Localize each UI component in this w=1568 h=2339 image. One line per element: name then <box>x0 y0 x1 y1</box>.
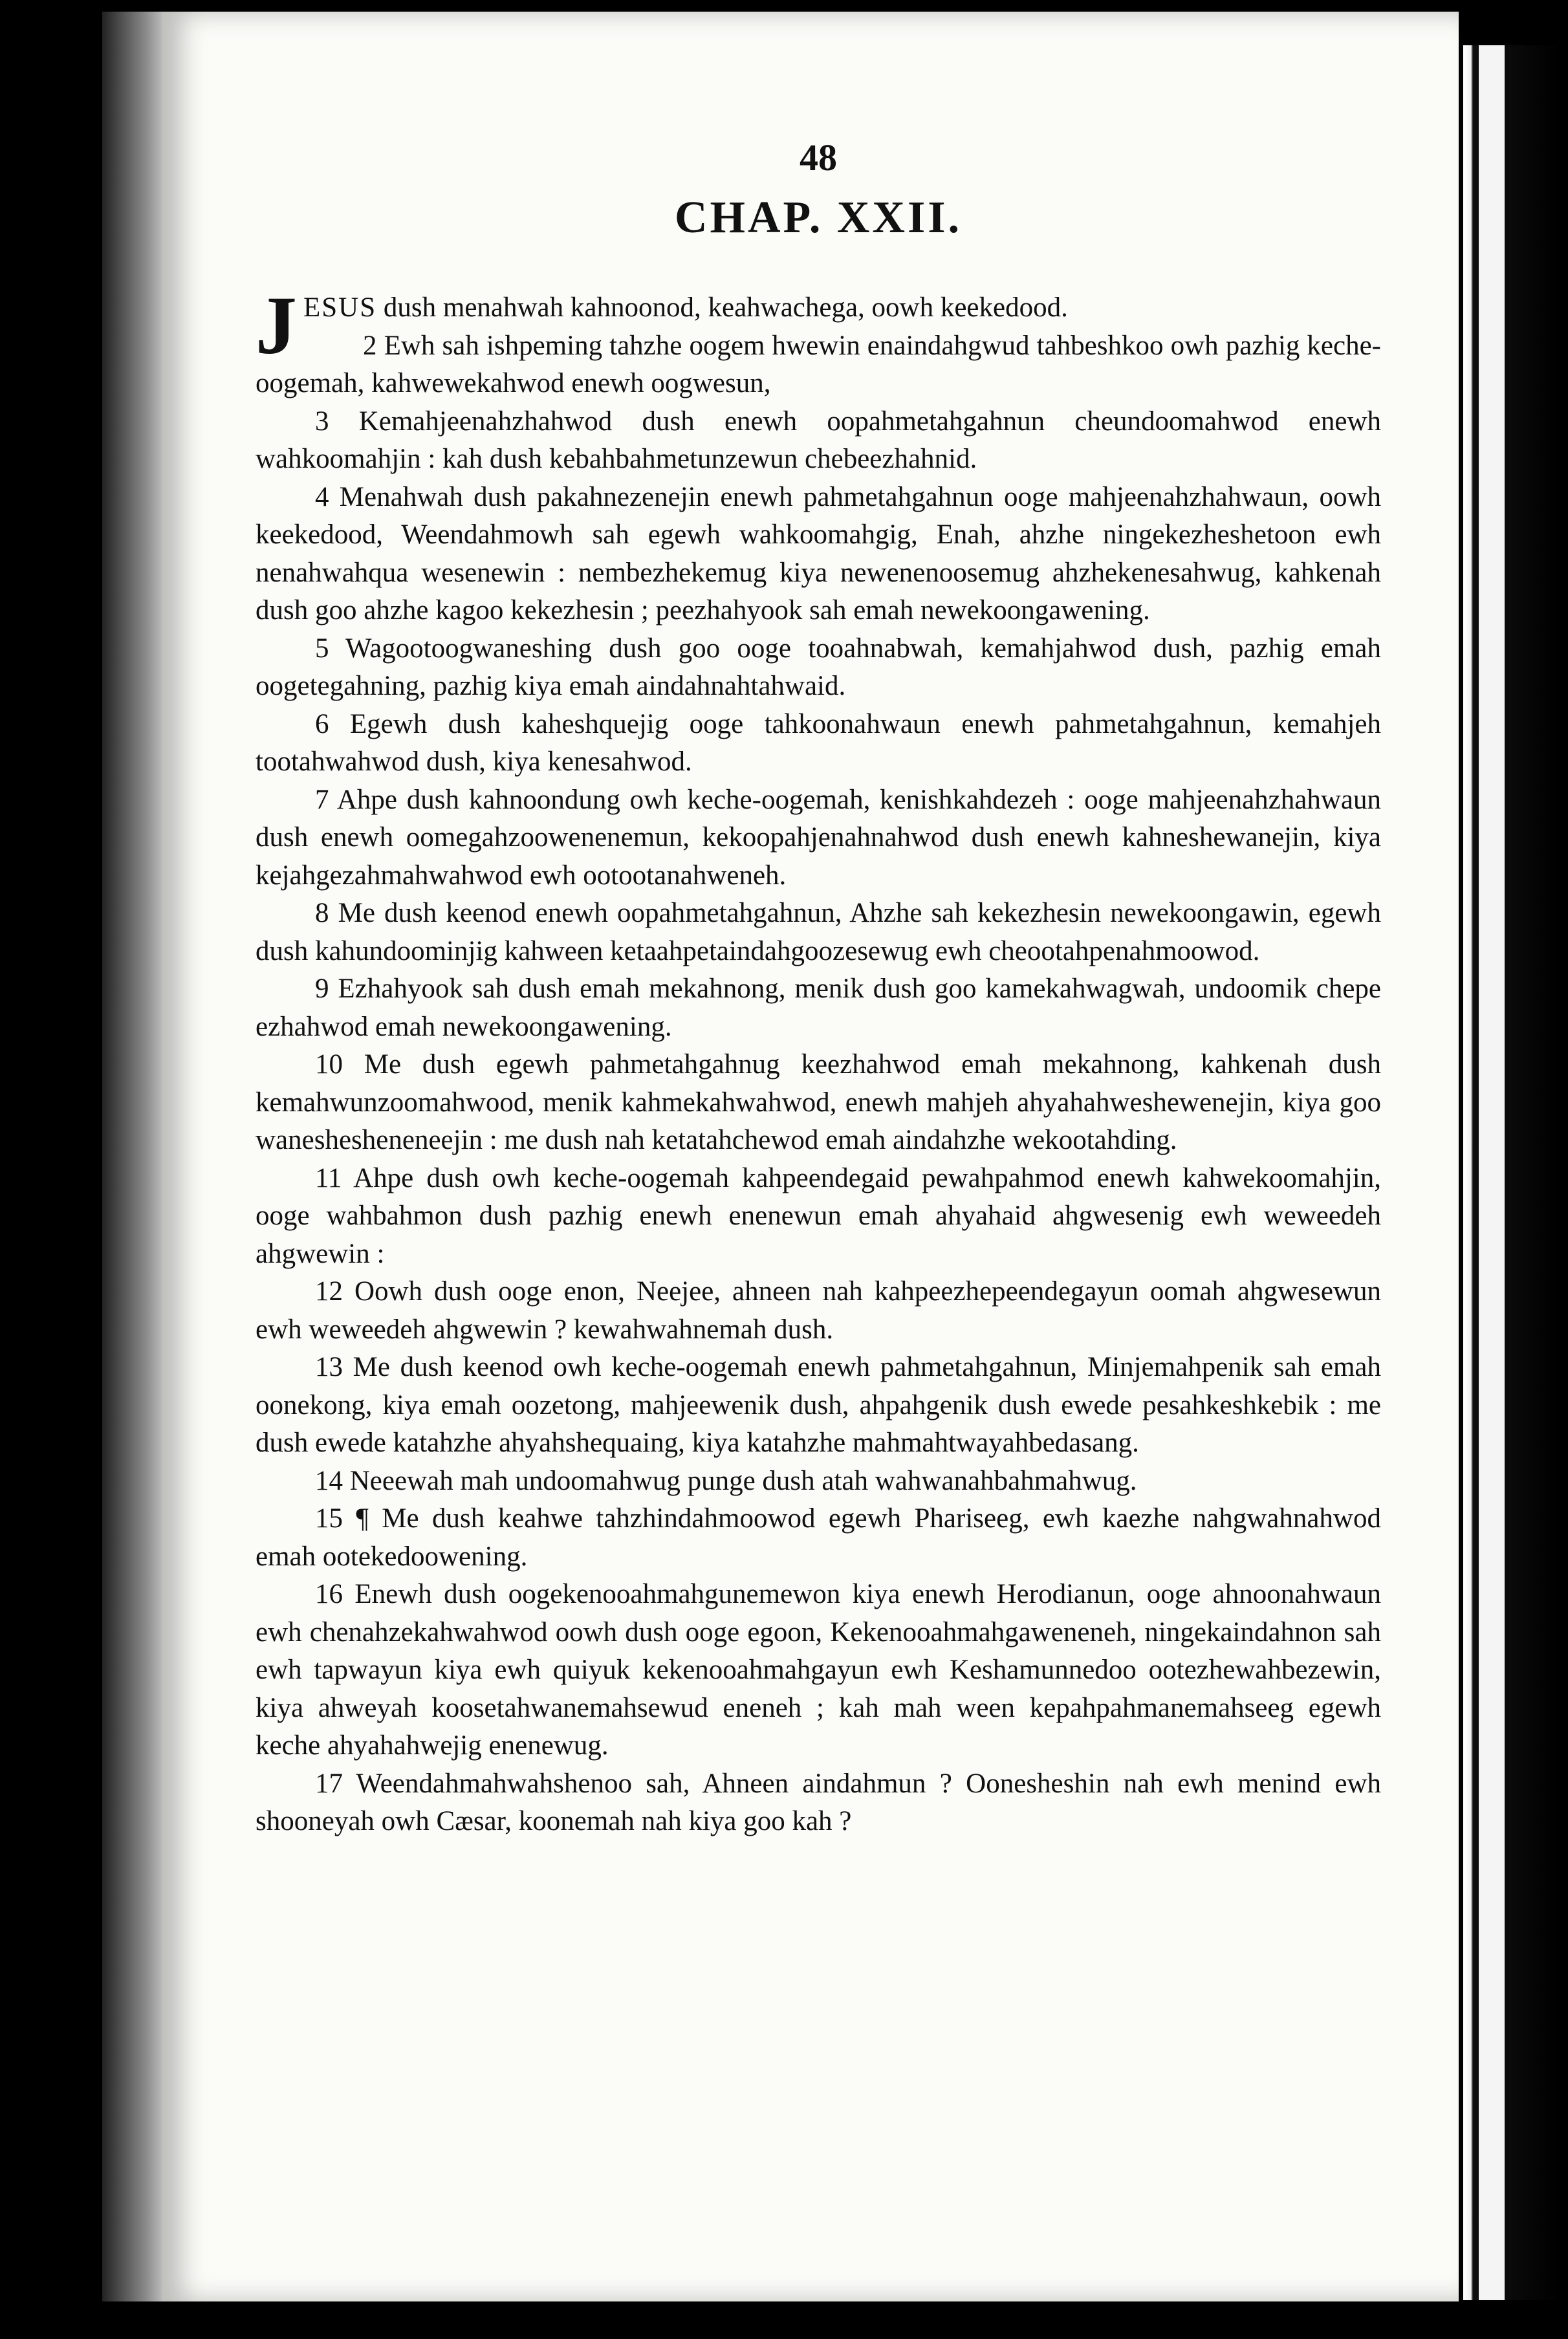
verse-16: 16 Enewh dush oogekenooahmahgunemewon kiya enewh Herodianun, ooge ahnoonahwaun ewh chenahzekahwahwod oowh dush ooge egoon, Kekenooahmahgaweneneh, ningekaindahnon sah ewh tapwayun kiya ewh quiyuk kekenooahmahgayun ewh Keshamunnedoo ootezhewahbezewin, kiya ahweyah koosetahwanemahsewud eneneh ; kah mah ween kepahpahmanemahseeg egewh keche ahyahahwejig enenewug. <box>256 1579 1381 1761</box>
verse-3: 3 Kemahjeenahzhahwod dush enewh oopahmetahgahnun cheundoomahwod enewh wahkoomahjin : kah dush kebahbahmetunzewun chebeezhahnid. <box>256 406 1381 474</box>
verse-5: 5 Wagootoogwaneshing dush goo ooge tooahnabwah, kemahjahwod dush, pazhig emah oogetegahning, pazhig kiya emah aindahnahtahwaid. <box>256 633 1381 701</box>
verse-4: 4 Menahwah dush pakahnezenejin enewh pahmetahgahnun ooge mahjeenahzhahwaun, oowh keekedood, Weendahmowh sah egewh wahkoomahgig, Enah, ahzhe ningekezheshetoon ewh nenahwahqua wesenewin : nembezhekemug kiya newenenoosemug ahzhekenesahwug, kahkenah dush goo ahzhe kagoo kekezhesin ; peezhahyook sah emah newekoongawening. <box>256 481 1381 626</box>
verse-13: 13 Me dush keenod owh keche-oogemah enewh pahmetahgahnun, Minjemahpenik sah emah oonekong, kiya emah oozetong, mahjeewenik dush, ahpahgenik dush ewede pesahkeshkebik : me dush ewede katahzhe ahyahshequaing, kiya katahzhe mahmahtwayahbedasang. <box>256 1352 1381 1458</box>
verse-17: 17 Weendahmahwahshenoo sah, Ahneen aindahmun ? Oonesheshin nah ewh menind ewh shooneyah owh Cæsar, koonemah nah kiya goo kah ? <box>256 1768 1381 1836</box>
verse-11: 11 Ahpe dush owh keche-oogemah kahpeendegaid pewahpahmod enewh kahwekoomahjin, ooge wahbahmon dush pazhig enewh enenewun emah ahyahaid ahgwesenig ewh weweedeh ahgwewin : <box>256 1162 1381 1269</box>
verse-9: 9 Ezhahyook sah dush emah mekahnong, menik dush goo kamekahwagwah, undoomik chepe ezhahwod emah newekoongawening. <box>256 974 1381 1042</box>
page-content <box>256 136 1381 1841</box>
page-number: 48 <box>800 136 837 179</box>
facing-page-sliver <box>1479 45 1505 2300</box>
verse-14: 14 Neeewah mah undoomahwug punge dush atah wahwanahbahmahwug. <box>315 1465 1137 1496</box>
chapter-title: CHAP. XXII. <box>675 193 962 243</box>
drop-cap-initial: J <box>256 279 297 371</box>
verse-15: 15 ¶ Me dush keahwe tahzhindahmoowod egewh Phariseeg, ewh kaezhe nahgwahnahwod emah ootekedoowening. <box>256 1503 1381 1572</box>
facing-page-edge <box>1463 45 1560 2300</box>
verse-2: 2 Ewh sah ishpeming tahzhe oogem hwewin enaindahgwud tahbeshkoo owh pazhig keche-oogemah, kahwewekahwod enewh oogwesun, <box>256 330 1381 398</box>
verse-6: 6 Egewh dush kaheshquejig ooge tahkoonahwaun enewh pahmetahgahnun, kemahjeh tootahwahwod dush, kiya kenesahwod. <box>256 708 1381 777</box>
verse-12: 12 Oowh dush ooge enon, Neejee, ahneen nah kahpeezhepeendegayun oomah ahgwesewun ewh weweedeh ahgwewin ? kewahwahnemah dush. <box>256 1276 1381 1345</box>
verse-1-small-caps: ESUS <box>303 292 377 323</box>
verse-8: 8 Me dush keenod enewh oopahmetahgahnun, Ahzhe sah kekezhesin newekoongawin, egewh dush kahundoominjig kahween ketaahpetaindahgoozesewug ewh cheootahpenahmoowod. <box>256 898 1381 966</box>
verse-1-text: dush menahwah kahnoonod, keahwachega, oowh keekedood. <box>376 292 1068 323</box>
verse-10: 10 Me dush egewh pahmetahgahnug keezhahwod emah mekahnong, kahkenah dush kemahwunzoomahwood, menik kahmekahwahwod, enewh mahjeh ahyahahweshewenejin, kiya goo waneshesheneneejin : me dush nah ketatahchewod emah aindahzhe wekootahding. <box>256 1049 1381 1155</box>
verse-7: 7 Ahpe dush kahnoondung owh keche-oogemah, kenishkahdezeh : ooge mahjeenahzhahwaun dush enewh oomegahzoowenenemun, kekoopahjenahnahwod dush enewh kahneshewanejin, kiya kejahgezahmahwahwod ewh ootootanahweneh. <box>256 784 1381 891</box>
